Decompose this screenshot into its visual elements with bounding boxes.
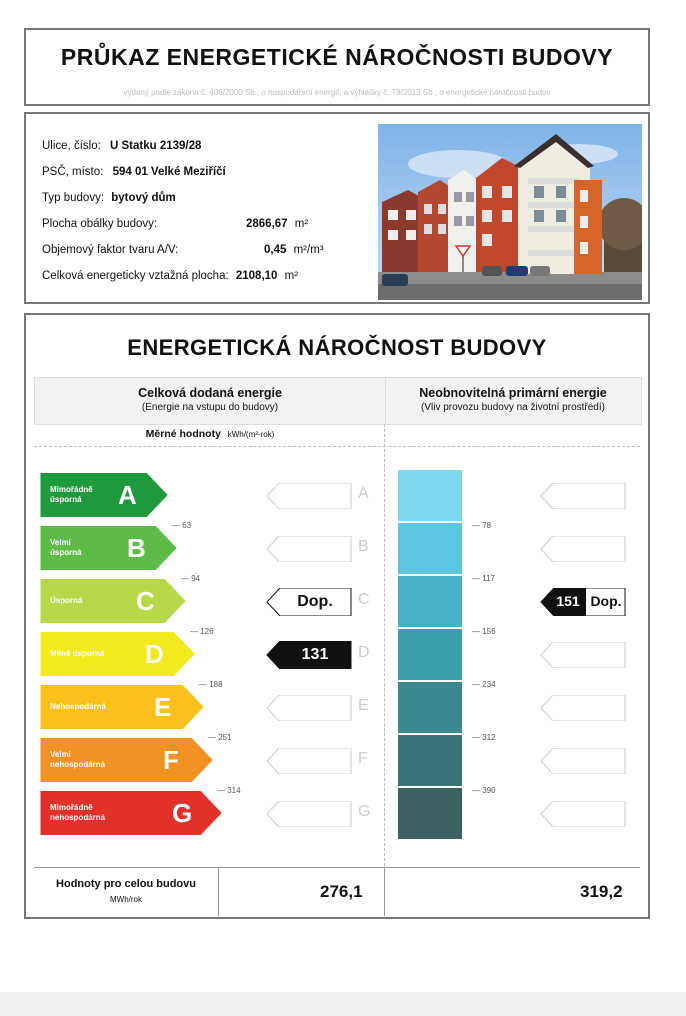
- area-label: Plocha obálky budovy:: [42, 218, 158, 230]
- class-arrow-g: [40, 791, 222, 835]
- class-arrow-a: [40, 473, 168, 517]
- title-box: [24, 28, 650, 106]
- class-arrow-b: [40, 526, 177, 570]
- right-ghost-shape-a: [540, 483, 626, 509]
- ref-area-label: Celková energeticky vztažná plocha:: [42, 270, 229, 282]
- page-title: PRŮKAZ ENERGETICKÉ NÁROČNOSTI BUDOVY: [60, 44, 614, 70]
- class-arrow-f: [40, 738, 213, 782]
- bottom-divider-2: [384, 868, 385, 916]
- left-tick-1: — 94: [181, 574, 201, 583]
- primary-energy-bar-f: [398, 735, 462, 786]
- psc-label: PSČ, místo:: [42, 166, 104, 178]
- class-letter-e: E: [154, 692, 172, 722]
- right-ghost-arrow-d: [540, 642, 626, 668]
- left-ghost-letter-b: B: [358, 538, 369, 555]
- psc-row: [42, 166, 226, 178]
- street-row: [42, 140, 201, 152]
- left-ghost-letter-e: E: [358, 697, 369, 714]
- class-letter-a: A: [118, 480, 137, 510]
- class-label-f: Velmi nehospodárná: [50, 750, 106, 769]
- class-label-c: Úsporná: [50, 596, 83, 605]
- left-ghost-shape-b: [266, 536, 352, 562]
- whole-building-label: Hodnoty pro celou budovu: [56, 878, 196, 890]
- volume-label: Objemový faktor tvaru A/V:: [42, 244, 179, 256]
- type-label: Typ budovy:: [42, 192, 105, 204]
- primary-energy-bar-g: [398, 788, 462, 839]
- right-ghost-arrow-a: [540, 483, 626, 509]
- left-ghost-shape-g: [266, 801, 352, 827]
- left-reference-marker: [266, 588, 352, 616]
- right-value-label: 151: [556, 593, 580, 609]
- rating-title: ENERGETICKÁ NÁROČNOST BUDOVY: [127, 335, 547, 360]
- left-tick-3: — 188: [199, 680, 223, 689]
- left-ghost-arrow-e: [266, 695, 352, 721]
- primary-energy-bar-a: [398, 470, 462, 521]
- right-ghost-shape-f: [540, 748, 626, 774]
- left-tick-0: — 63: [172, 521, 192, 530]
- right-ghost-arrow-e: [540, 695, 626, 721]
- class-arrow-d: [40, 632, 195, 676]
- right-reference-label: Dop.: [590, 593, 622, 609]
- area-unit: m²: [294, 218, 309, 230]
- primary-energy-total: 319,2: [580, 882, 623, 901]
- psc-value: 594 01 Velké Meziříčí: [112, 166, 226, 178]
- footer-strip: [0, 992, 686, 1016]
- area-value-row: [246, 218, 308, 230]
- left-ghost-letter-g: G: [358, 803, 371, 820]
- area-value: 2866,67: [246, 218, 288, 230]
- right-ghost-shape-d: [540, 642, 626, 668]
- left-tick-2: — 126: [190, 627, 214, 636]
- building-illustration: [378, 124, 642, 300]
- left-ghost-letter-d: D: [358, 644, 370, 661]
- right-ghost-shape-g: [540, 801, 626, 827]
- left-ghost-letter-f: F: [358, 750, 368, 767]
- class-arrow-c: [40, 579, 186, 623]
- ref-area-value: 2108,10: [235, 270, 278, 282]
- left-value-marker: [266, 641, 352, 669]
- left-ghost-arrow-b: [266, 536, 352, 562]
- left-ghost-arrow-a: [266, 483, 352, 509]
- right-tick-4: — 312: [472, 733, 496, 742]
- class-label-a: Mimořádně úsporná: [50, 485, 93, 504]
- right-tick-1: — 117: [472, 574, 495, 583]
- header-divider: [385, 378, 386, 424]
- left-tick-4: — 251: [208, 733, 232, 742]
- primary-energy-bar-c: [398, 576, 462, 627]
- left-value-label: 131: [301, 646, 329, 663]
- units-divider: [34, 446, 640, 447]
- right-tick-0: — 78: [472, 521, 492, 530]
- class-letter-c: C: [136, 586, 155, 616]
- right-ghost-arrow-g: [540, 801, 626, 827]
- left-column-title: Celková dodaná energie: [138, 386, 282, 400]
- right-ghost-arrow-b: [540, 536, 626, 562]
- delivered-energy-total: 276,1: [320, 882, 363, 901]
- units-label: Měrné hodnoty: [145, 428, 221, 440]
- class-label-d: Méně úsporná: [50, 649, 105, 658]
- class-label-e: Nehospodárná: [50, 702, 107, 711]
- right-ghost-arrow-f: [540, 748, 626, 774]
- bottom-divider-1: [218, 868, 219, 916]
- right-ghost-shape-e: [540, 695, 626, 721]
- left-ghost-arrow-g: [266, 801, 352, 827]
- volume-unit: m²/m³: [293, 244, 324, 256]
- left-ghost-arrow-f: [266, 748, 352, 774]
- building-info-box: [24, 112, 650, 304]
- units-unit: kWh/(m²·rok): [227, 430, 275, 439]
- whole-building-unit: MWh/rok: [110, 895, 142, 904]
- ref-area-unit: m²: [284, 270, 299, 282]
- right-ghost-shape-b: [540, 536, 626, 562]
- class-letter-b: B: [127, 533, 146, 563]
- left-ghost-shape-a: [266, 483, 352, 509]
- right-value-marker: [540, 588, 626, 616]
- volume-value: 0,45: [264, 244, 287, 256]
- primary-energy-bar-b: [398, 523, 462, 574]
- left-ghost-shape-e: [266, 695, 352, 721]
- rating-box: [24, 313, 650, 919]
- class-letter-g: G: [172, 798, 193, 828]
- class-letter-f: F: [163, 745, 179, 775]
- class-label-b: Velmi úsporná: [50, 538, 82, 557]
- right-tick-3: — 234: [472, 680, 496, 689]
- right-column-title: Neobnovitelná primární energie: [419, 386, 607, 400]
- type-value: bytový dům: [111, 192, 176, 204]
- left-column-subtitle: (Energie na vstupu do budovy): [141, 402, 279, 413]
- class-arrow-e: [40, 685, 204, 729]
- ref-area-row: [42, 270, 298, 282]
- left-reference-label: Dop.: [297, 593, 333, 610]
- units-row: [34, 424, 386, 446]
- volume-value-row: [264, 244, 324, 256]
- primary-energy-bar-d: [398, 629, 462, 680]
- left-ghost-letter-c: C: [358, 591, 370, 608]
- class-label-g: Mimořádně nehospodárná: [50, 803, 106, 822]
- right-tick-2: — 156: [472, 627, 496, 636]
- right-column-subtitle: (Vliv provozu budovy na životní prostředí): [421, 402, 605, 413]
- column-header: [34, 377, 642, 425]
- right-tick-5: — 390: [472, 786, 496, 795]
- page-subtitle: vydaný podle zákona č. 406/2000 Sb., o hospodaření energií, a vyhlášky č. 78/2013 Sb., o energetické náročnosti budov: [123, 88, 551, 97]
- street-value: U Statku 2139/28: [110, 140, 202, 152]
- street-label: Ulice, číslo:: [42, 140, 101, 152]
- left-tick-5: — 314: [217, 786, 241, 795]
- column-divider: [384, 424, 385, 866]
- left-ghost-letter-a: A: [358, 485, 369, 502]
- left-ghost-shape-f: [266, 748, 352, 774]
- type-row: [42, 192, 176, 204]
- class-letter-d: D: [145, 639, 164, 669]
- whole-building-row: [34, 867, 640, 916]
- primary-energy-bar-e: [398, 682, 462, 733]
- building-photo: [378, 124, 642, 300]
